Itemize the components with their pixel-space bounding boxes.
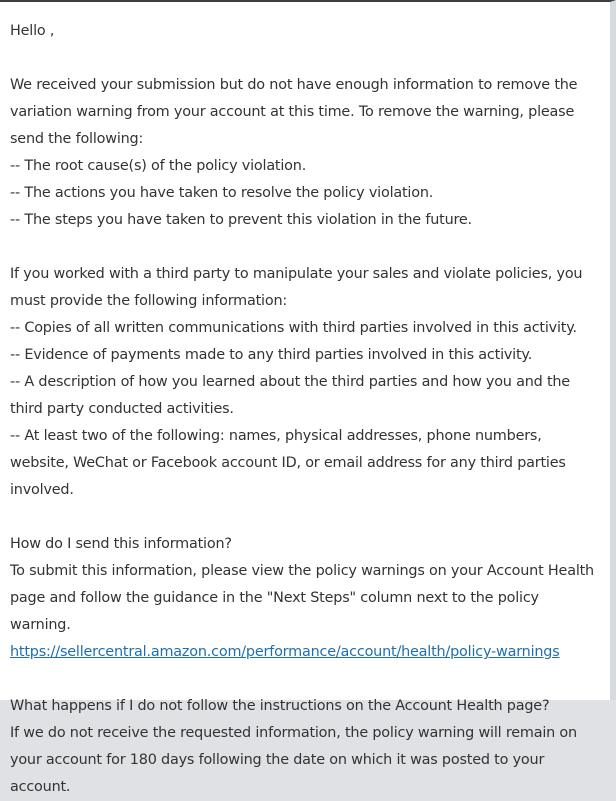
how-to-send-question: How do I send this information? <box>10 536 232 552</box>
third-party-item: -- Copies of all written communications with third parties involved in this activity. <box>10 320 577 336</box>
intro-paragraph: We received your submission but do not have enough information to remove the variation warning from your account at this time. To remove the warning, please send the following: <box>10 77 578 147</box>
third-party-item: -- At least two of the following: names, physical addresses, phone numbers, website, WeChat or Facebook account ID, or email address for any third parties involved. <box>10 428 566 498</box>
required-item: -- The root cause(s) of the policy violation. <box>10 158 307 174</box>
spacer <box>10 45 600 72</box>
third-party-intro: If you worked with a third party to manipulate your sales and violate policies, you must provide the following information: <box>10 266 583 309</box>
spacer <box>10 504 600 531</box>
message-body <box>0 2 600 801</box>
consequence-answer: If we do not receive the requested information, the policy warning will remain on your account for 180 days following the date on which it was posted to your account. <box>10 725 577 795</box>
required-item: -- The actions you have taken to resolve the policy violation. <box>10 185 434 201</box>
required-item: -- The steps you have taken to prevent this violation in the future. <box>10 212 472 228</box>
spacer <box>10 234 600 261</box>
consequence-question: What happens if I do not follow the instructions on the Account Health page? <box>10 698 550 714</box>
spacer <box>10 666 600 693</box>
greeting-text: Hello , <box>10 23 55 39</box>
third-party-item: -- Evidence of payments made to any third parties involved in this activity. <box>10 347 533 363</box>
how-to-send-answer: To submit this information, please view the policy warnings on your Account Health page and follow the guidance in the "Next Steps" column next to the policy warning. <box>10 563 594 633</box>
policy-warnings-link[interactable]: https://sellercentral.amazon.com/performance/account/health/policy-warnings <box>10 644 560 660</box>
third-party-item: -- A description of how you learned about the third parties and how you and the third party conducted activities. <box>10 374 570 417</box>
